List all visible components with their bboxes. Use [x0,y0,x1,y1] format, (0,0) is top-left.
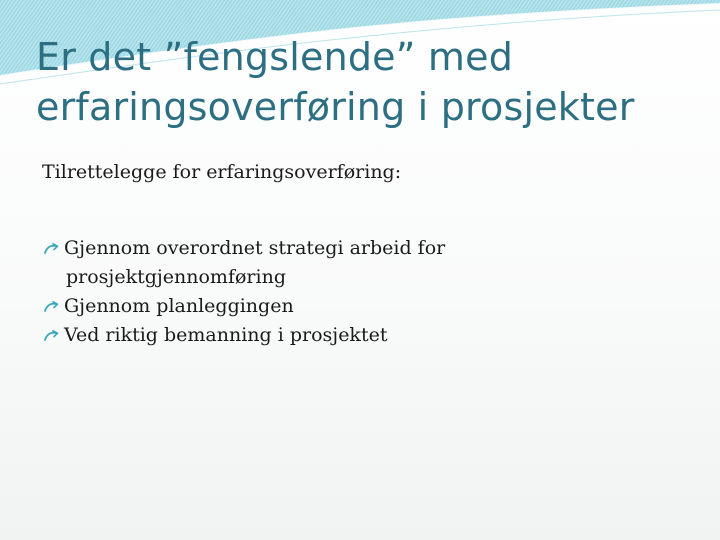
slide-title [36,32,706,132]
bullet-list [44,234,644,350]
bullet-item [44,234,644,292]
curved-arrow-bullet-icon [44,330,59,342]
bullet-text: Ved riktig bemanning i prosjektet [64,324,388,346]
bullet-item [44,321,644,350]
curved-arrow-bullet-icon [44,243,59,255]
bullet-text: Gjennom overordnet strategi arbeid for [64,237,446,259]
bullet-text-continuation: prosjektgjennomføring [66,266,286,288]
slide-title-line-2: erfaringsoverføring i prosjekter [36,85,635,129]
slide-title-line-1: Er det ”fengslende” med [36,35,514,79]
bullet-item [44,292,644,321]
curved-arrow-bullet-icon [44,301,59,313]
intro-text: Tilrettelegge for erfaringsoverføring: [42,161,402,183]
bullet-text: Gjennom planleggingen [64,295,294,317]
